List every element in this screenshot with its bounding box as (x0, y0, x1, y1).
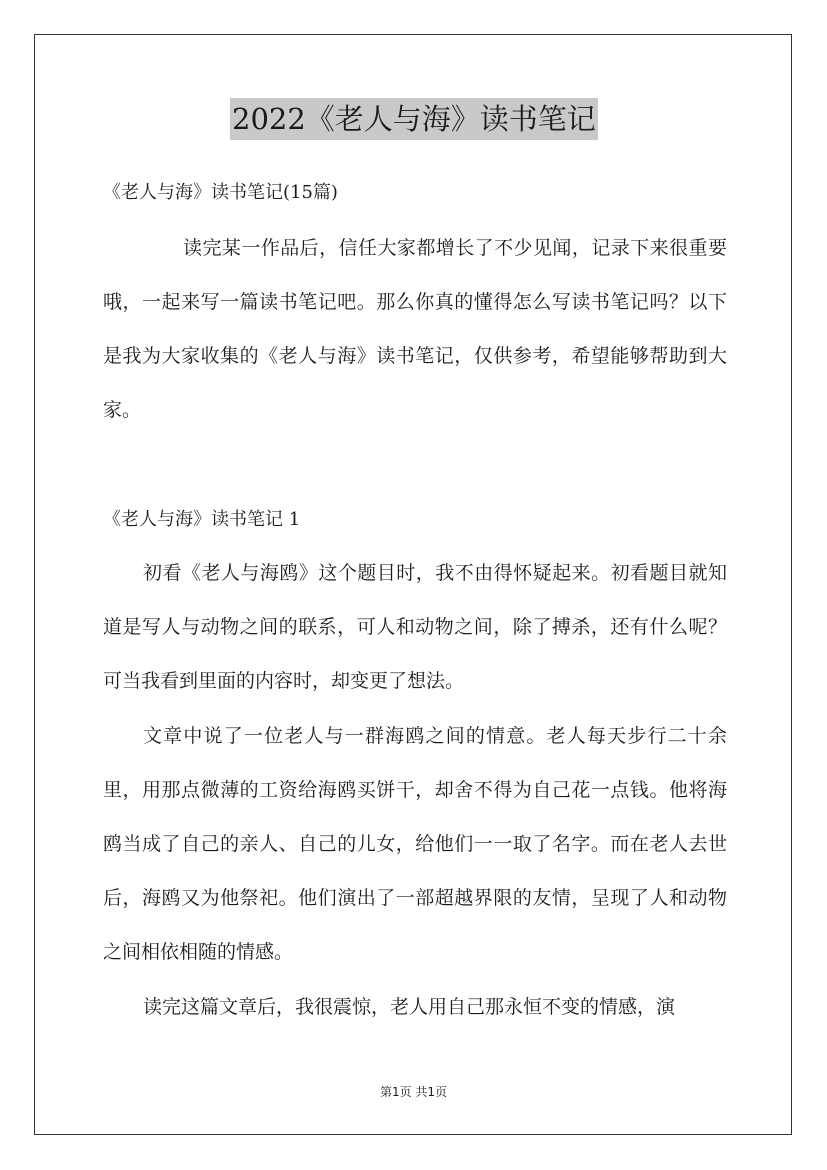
intro-paragraph: 读完某一作品后，信任大家都增长了不少见闻，记录下来很重要哦，一起来写一篇读书笔记吧。那么你真的懂得怎么写读书笔记吗？以下是我为大家收集的《老人与海》读书笔记，仅供参考，希望能够帮助到大家。 (103, 237, 727, 421)
body-paragraph: 读完这篇文章后，我很震惊，老人用自己那永恒不变的情感，演 (143, 996, 676, 1018)
document-title: 2022《老人与海》读书笔记 (230, 98, 598, 140)
body-paragraph: 初看《老人与海鸥》这个题目时，我不由得怀疑起来。初看题目就知道是写人与动物之间的联系，可人和动物之间，除了搏杀，还有什么呢？可当我看到里面的内容时，却变更了想法。 (103, 562, 727, 692)
body-paragraph: 文章中说了一位老人与一群海鸥之间的情意。老人每天步行二十余里，用那点微薄的工资给海鸥买饼干，却舍不得为自己花一点钱。他将海鸥当成了自己的亲人、自己的儿女，给他们一一取了名字。而在老人去世后，海鸥又为他祭祀。他们演出了一部超越界限的友情，呈现了人和动物之间相依相随的情感。 (103, 725, 727, 963)
document-subtitle: 《老人与海》读书笔记(15篇) (103, 182, 338, 203)
page-footer: 第1页 共1页 (379, 1085, 448, 1099)
section-title: 《老人与海》读书笔记 1 (103, 509, 301, 530)
